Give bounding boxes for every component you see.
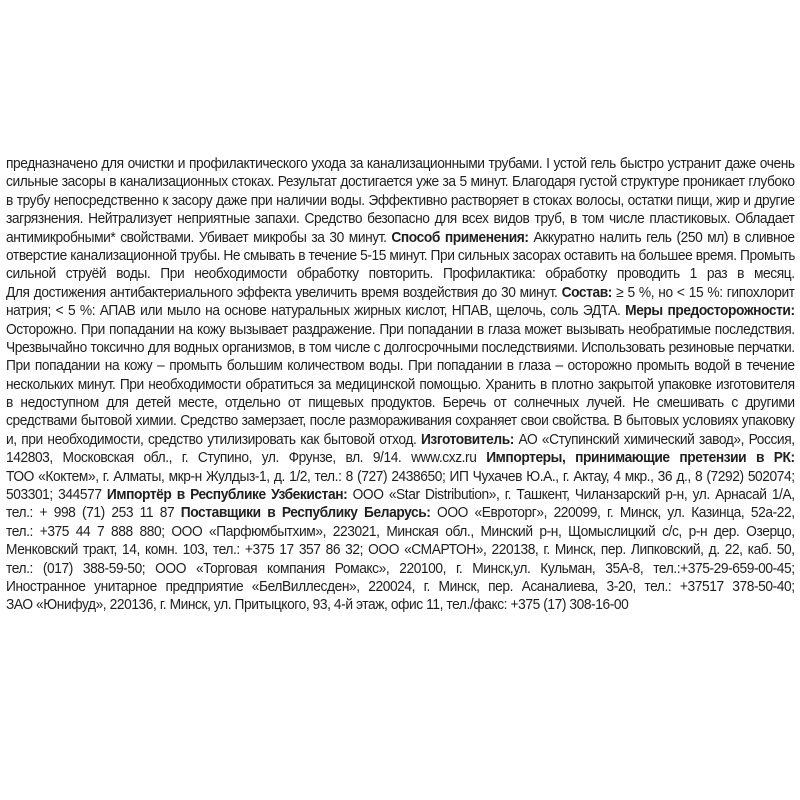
text-line xyxy=(6,229,795,247)
text-line xyxy=(6,155,795,173)
text-line xyxy=(6,192,795,210)
text-segment: ≥ 5 %, но < 15 %: гипохлорит xyxy=(611,284,795,301)
section-heading: Меры предосторожности: xyxy=(625,303,795,320)
text-segment: ООО «Star Distribution», г. Ташкент, Чиланзарский р-н, ул. Арнасай 1/А, xyxy=(347,487,795,504)
section-heading: Поставщики в Республику Беларусь: xyxy=(180,505,431,522)
text-segment: и, при необходимости, средство утилизировать как бытовой отход. xyxy=(6,431,421,448)
text-segment: 503301; 344577 xyxy=(6,487,107,504)
text-segment: тел.: + 998 (71) 253 11 87 xyxy=(6,505,181,522)
section-heading: Состав: xyxy=(561,284,612,301)
text-line xyxy=(6,412,795,430)
text-segment: отверстие канализационной трубы. Не смывать в течение 5-15 минут. При сильных засорах оставить на большее время. Промыть xyxy=(6,247,795,264)
text-line xyxy=(6,541,795,559)
section-heading: Способ применения: xyxy=(391,229,529,246)
text-line xyxy=(6,523,795,541)
text-segment: в недоступном для детей месте, отдельно от пищевых продуктов. Беречь от солнечных лучей. Не смешивать с другими xyxy=(6,395,795,412)
text-segment: нескольких минут. При необходимости обратиться за медицинской помощью. Хранить в плотно закрытой упаковке изготовителя xyxy=(6,376,795,393)
text-segment: Осторожно. При попадании на кожу вызывает раздражение. При попадании в глаза может вызывать необратимые последствия. xyxy=(6,321,795,338)
text-segment: Менковский тракт, 14, комн. 103, тел.: +375 17 357 86 32; ООО «СМАРТОН», 220138, г. Минск, пер. Липковский, д. 22, каб. 50, xyxy=(6,542,795,559)
section-heading: Импортёр в Республике Узбекистан: xyxy=(106,487,348,504)
text-line xyxy=(6,449,795,467)
section-heading: Импортеры, принимающие претензии в РК: xyxy=(486,450,795,467)
text-line xyxy=(6,265,795,283)
text-segment: АО «Ступинский химический завод», Россия, xyxy=(513,431,795,448)
text-line xyxy=(6,210,795,228)
text-segment: Чрезвычайно токсично для водных организмов, в том числе с долгосрочными последствиями. Использовать резиновые перчатки. xyxy=(6,339,795,356)
text-line xyxy=(6,431,795,449)
text-segment: 142803, Московская обл., г. Ступино, ул. Фрунзе, вл. 9/14. www.cxz.ru xyxy=(6,450,487,467)
text-segment: тел.: (017) 388-59-50; ООО «Торговая компания Ромакс», 220100, г. Минск,ул. Кульман, 35А-8, тел.:+375-29-659-00-45; xyxy=(6,560,795,577)
text-line xyxy=(6,357,795,375)
text-line xyxy=(6,284,795,302)
text-segment: При попадании на кожу – промыть большим количеством воды. При попадании в глаза – осторожно промыть водой в течение xyxy=(6,358,795,375)
text-line xyxy=(6,394,795,412)
text-line xyxy=(6,247,795,265)
text-segment: ТОО «Коктем», г. Алматы, мкр-н Жулдыз-1, д. 1/2, тел.: 8 (727) 2438650; ИП Чухачев Ю.А., г. Актау, 4 мкр., 36 д., 8 (7292) 502074; xyxy=(6,468,795,485)
text-line xyxy=(6,173,795,191)
text-segment: сильные засоры в канализационных стоках. Результат достигается уже за 5 минут. Благодаря густой структуре проникает глубоко xyxy=(6,174,795,191)
text-line xyxy=(6,560,795,578)
text-segment: натрия; < 5 %: АПАВ или мыло на основе натуральных жирных кислот, НПАВ, щелочь, соль ЭДТА. xyxy=(6,303,626,320)
text-segment: Иностранное унитарное предприятие «БелВиллесден», 220024, г. Минск, пер. Асаналиева, 3-20, тел.: +37517 378-50-40; xyxy=(6,578,795,595)
text-segment: тел.: +375 44 7 888 880; ООО «Парфюмбытхим», 223021, Минская обл., Минский р-н, Щомыслицкий с/с, р-н дер. Озерцо, xyxy=(6,523,795,540)
text-segment: средствами бытовой химии. Средство замерзает, после размораживания сохраняет свои свойства. В бытовых условиях упаковку xyxy=(6,413,795,430)
text-segment: Для достижения антибактериального эффекта увеличить время воздействия до 30 минут. xyxy=(6,284,562,301)
section-heading: Изготовитель: xyxy=(420,431,514,448)
product-label-text xyxy=(6,155,795,615)
text-segment: загрязнения. Нейтрализует неприятные запахи. Средство безопасно для всех видов труб, в том числе пластиковых. Обладает xyxy=(6,211,795,228)
text-line xyxy=(6,504,795,522)
text-line xyxy=(6,468,795,486)
text-line xyxy=(6,339,795,357)
text-segment: сильной струёй воды. При необходимости обработку повторить. Профилактика: обработку проводить 1 раз в месяц. xyxy=(6,266,795,283)
text-segment: Аккуратно налить гель (250 мл) в сливное xyxy=(528,229,795,246)
text-segment: ООО «Евроторг», 220099, г. Минск, ул. Казинца, 52а-22, xyxy=(430,505,795,522)
text-line xyxy=(6,596,795,614)
text-segment: ЗАО «Юнифуд», 220136, г. Минск, ул. Притыцкого, 93, 4-й этаж, офис 11, тел./факс: +375 (17) 308-16-00 xyxy=(6,597,629,614)
text-segment: антимикробными* свойствами. Убивает микробы за 30 минут. xyxy=(6,229,392,246)
text-line xyxy=(6,376,795,394)
text-line xyxy=(6,578,795,596)
text-line xyxy=(6,302,795,320)
text-line xyxy=(6,321,795,339)
text-line xyxy=(6,486,795,504)
text-segment: в трубу непосредственно к засору даже при наличии воды. Эффективно растворяет в стоках волосы, остатки пищи, жир и другие xyxy=(6,192,795,209)
text-segment: предназначено для очистки и профилактического ухода за канализационными трубами. I устой гель быстро устранит даже очень xyxy=(6,156,795,172)
